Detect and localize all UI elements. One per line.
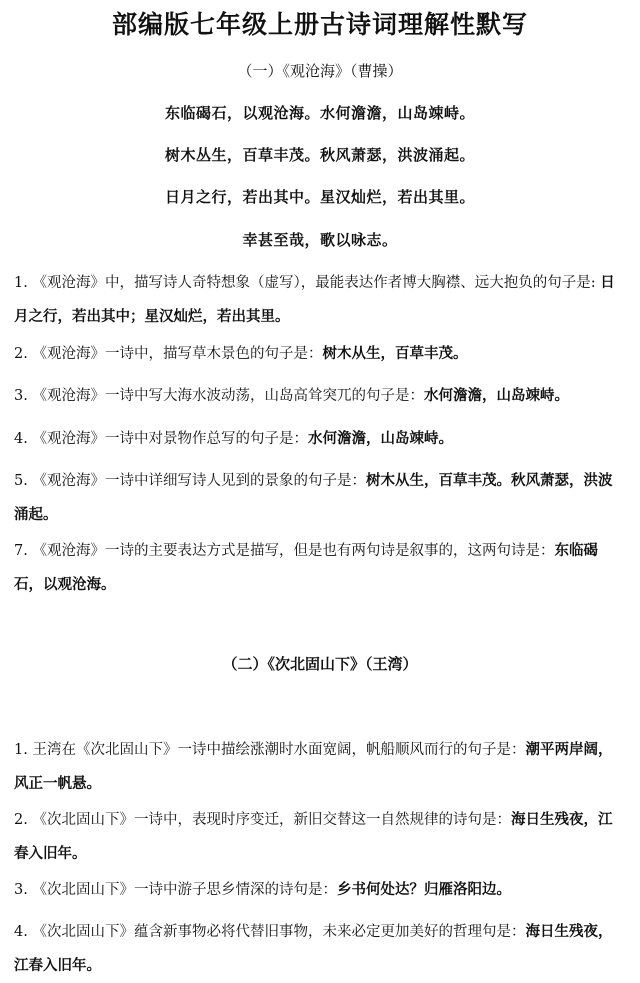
question-text: 5. 《观沧海》一诗中详细写诗人见到的景象的句子是： <box>14 473 366 489</box>
question-text: 4. 《观沧海》一诗中对景物作总写的句子是： <box>14 431 308 447</box>
answer-text: 水何澹澹，山岛竦峙。 <box>423 388 569 404</box>
question-item <box>14 464 626 532</box>
answer-text: 树木从生，百草丰茂。秋风萧瑟，洪波涌起。 <box>14 473 613 523</box>
question-item <box>14 337 626 371</box>
section-1-heading: （一）《观沧海》（曹操） <box>237 62 403 80</box>
document-title: 部编版七年级上册古诗词理解性默写 <box>111 10 528 39</box>
question-item <box>14 534 626 602</box>
question-item <box>14 266 626 334</box>
question-text: 3. 《观沧海》一诗中写大海水波动荡，山岛高耸突兀的句子是： <box>14 388 424 404</box>
question-item <box>14 379 626 413</box>
answer-text: 乡书何处达？归雁洛阳边。 <box>336 882 511 898</box>
poem-line: 日月之行，若出其中。星汉灿烂，若出其里。 <box>164 188 475 206</box>
answer-text: 海日生残夜，江春入旧年。 <box>14 924 613 974</box>
question-item <box>14 733 626 801</box>
answer-text: 树木从生，百草丰茂。 <box>322 346 468 362</box>
question-text: 2. 《次北固山下》一诗中，表现时序变迁，新旧交替这一自然规律的诗句是： <box>14 812 511 828</box>
poem-line: 东临碣石，以观沧海。水何澹澹，山岛竦峙。 <box>164 104 475 122</box>
question-text: 1. 王湾在《次北固山下》一诗中描绘涨潮时水面宽阔，帆船顺风而行的句子是： <box>14 742 526 758</box>
answer-text: 海日生残夜，江春入旧年。 <box>14 812 613 862</box>
question-text: 3. 《次北固山下》一诗中游子思乡情深的诗句是： <box>14 882 337 898</box>
answer-text: 日月之行，若出其中；星汉灿烂，若出其里。 <box>14 275 615 325</box>
question-item <box>14 873 626 907</box>
question-item <box>14 422 626 456</box>
answer-text: 东临碣石，以观沧海。 <box>14 543 598 593</box>
question-text: 2. 《观沧海》一诗中，描写草木景色的句子是： <box>14 346 323 362</box>
poem-line: 树木丛生，百草丰茂。秋风萧瑟，洪波涌起。 <box>164 146 475 164</box>
poem-line: 幸甚至哉，歌以咏志。 <box>242 231 398 249</box>
question-text: 1. 《观沧海》中，描写诗人奇特想象（虚写），最能表达作者博大胸襟、远大抱负的句子是: <box>14 275 601 291</box>
answer-text: 水何澹澹，山岛竦峙。 <box>307 431 453 447</box>
section-2-heading: （二）《次北固山下》（王湾） <box>222 655 418 673</box>
question-text: 4. 《次北固山下》蕴含新事物必将代替旧事物，未来必定更加美好的哲理句是： <box>14 924 526 940</box>
question-item <box>14 803 626 871</box>
question-text: 7. 《观沧海》一诗的主要表达方式是描写，但是也有两句诗是叙事的，这两句诗是： <box>14 543 555 559</box>
answer-text: 潮平两岸阔，风正一帆悬。 <box>14 742 613 792</box>
